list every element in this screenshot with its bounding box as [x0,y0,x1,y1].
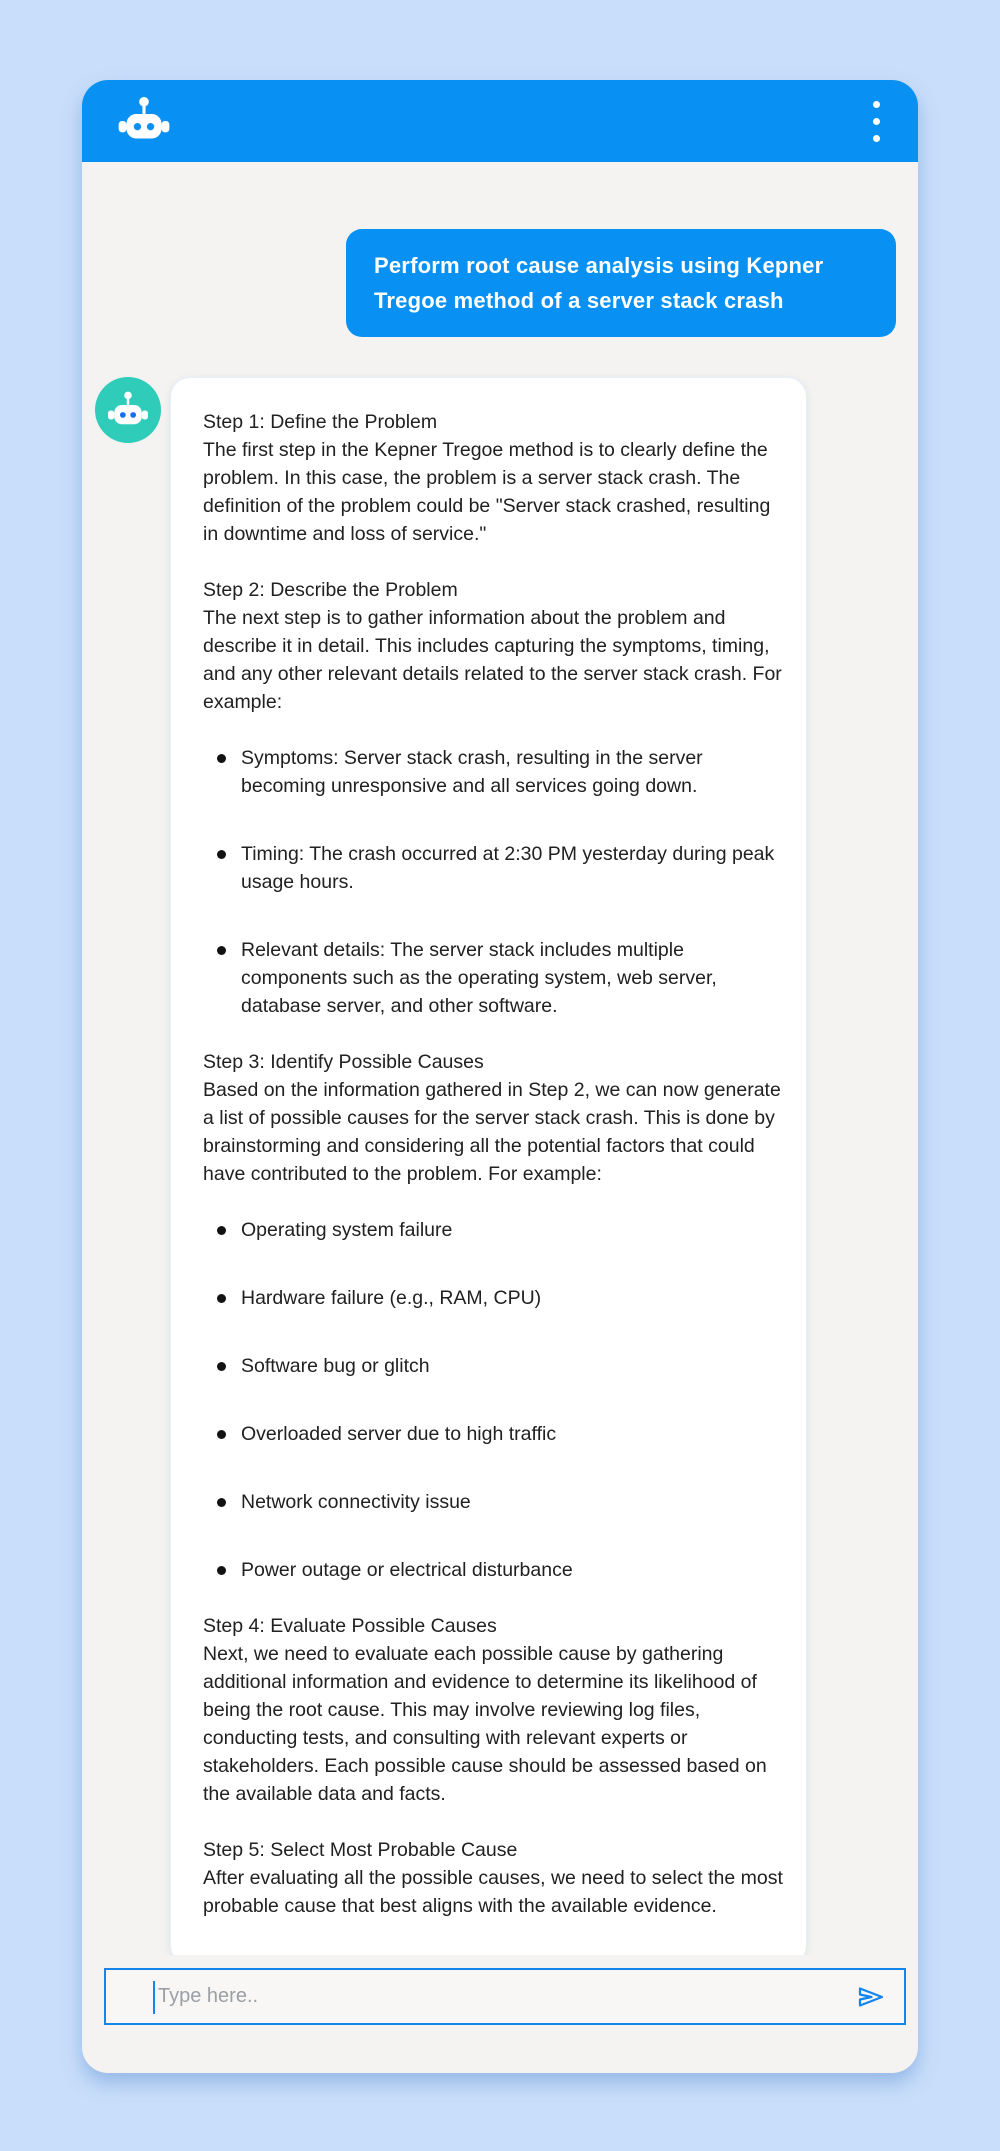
bullet-text: Software bug or glitch [241,1355,430,1377]
chat-header [82,80,918,162]
bullet-dot-icon [217,850,226,859]
bullet-text: Power outage or electrical disturbance [241,1559,573,1581]
section-body: Based on the information gathered in Step 2, we can now generate a list of possible causes for the server stack crash. This is done by brainstorming and considering all the potential factors that could have contributed to the problem. For example: [203,1079,781,1185]
message-section [203,1612,788,1808]
bullet-item [203,1284,788,1312]
message-input[interactable] [106,1970,904,2023]
user-message-bubble: Perform root cause analysis using Kepner Tregoe method of a server stack crash [346,229,896,337]
bullet-item [203,1488,788,1516]
bullet-item [203,744,788,800]
bullet-list [203,744,788,1020]
bullet-item [203,1352,788,1380]
bullet-text: Timing: The crash occurred at 2:30 PM yesterday during peak usage hours. [241,843,775,893]
section-heading: Step 1: Define the Problem [203,411,438,433]
message-input-bar [104,1968,906,2025]
section-heading: Step 5: Select Most Probable Cause [203,1839,518,1861]
bullet-text: Relevant details: The server stack includes multiple components such as the operating system, web server, database server, and other software. [241,939,717,1017]
bullet-list [203,1216,788,1584]
bot-message-row [95,377,896,1955]
section-body: After evaluating all the possible causes, we need to select the most probable cause that best aligns with the available evidence. [203,1867,783,1917]
message-section [203,1836,788,1920]
bullet-dot-icon [217,1566,226,1575]
bot-message-card [170,377,807,1955]
bullet-dot-icon [217,1226,226,1235]
bullet-text: Hardware failure (e.g., RAM, CPU) [241,1287,542,1309]
bullet-dot-icon [217,1362,226,1371]
section-heading: Step 2: Describe the Problem [203,579,458,601]
chat-messages-area [82,162,918,1955]
bullet-item [203,840,788,896]
kebab-menu-icon[interactable] [869,97,884,146]
section-body: Next, we need to evaluate each possible cause by gathering additional information and evidence to determine its likelihood of being the root cause. This may involve reviewing log files, conducting tests, and consulting with relevant experts or stakeholders. Each possible cause should be assessed based on the available data and facts. [203,1643,767,1805]
chatbot-window [82,80,918,2073]
bot-message-body [203,408,788,1920]
section-heading: Step 3: Identify Possible Causes [203,1051,484,1073]
section-body: The next step is to gather information about the problem and describe it in detail. This includes capturing the symptoms, timing, and any other relevant details related to the server stack crash. For example: [203,607,782,713]
bullet-text: Network connectivity issue [241,1491,471,1513]
bullet-text: Symptoms: Server stack crash, resulting in the server becoming unresponsive and all services going down. [241,747,703,797]
bullet-text: Operating system failure [241,1219,453,1241]
bullet-item [203,1420,788,1448]
robot-icon [116,96,172,146]
bullet-dot-icon [217,754,226,763]
message-section [203,1048,788,1188]
bullet-item [203,936,788,1020]
bullet-dot-icon [217,1430,226,1439]
send-button[interactable] [854,1980,888,2014]
bullet-item [203,1216,788,1244]
section-body: The first step in the Kepner Tregoe method is to clearly define the problem. In this case, the problem is a server stack crash. The definition of the problem could be "Server stack crashed, resulting in downtime and loss of service." [203,439,771,545]
bullet-dot-icon [217,946,226,955]
text-cursor [153,1981,155,2014]
section-heading: Step 4: Evaluate Possible Causes [203,1615,497,1637]
bullet-dot-icon [217,1294,226,1303]
message-section [203,408,788,548]
bullet-dot-icon [217,1498,226,1507]
bullet-item [203,1556,788,1584]
bot-avatar [95,377,161,443]
bullet-text: Overloaded server due to high traffic [241,1423,557,1445]
send-paper-plane-icon [856,1982,886,2012]
message-section [203,576,788,716]
robot-avatar-icon [106,391,150,430]
